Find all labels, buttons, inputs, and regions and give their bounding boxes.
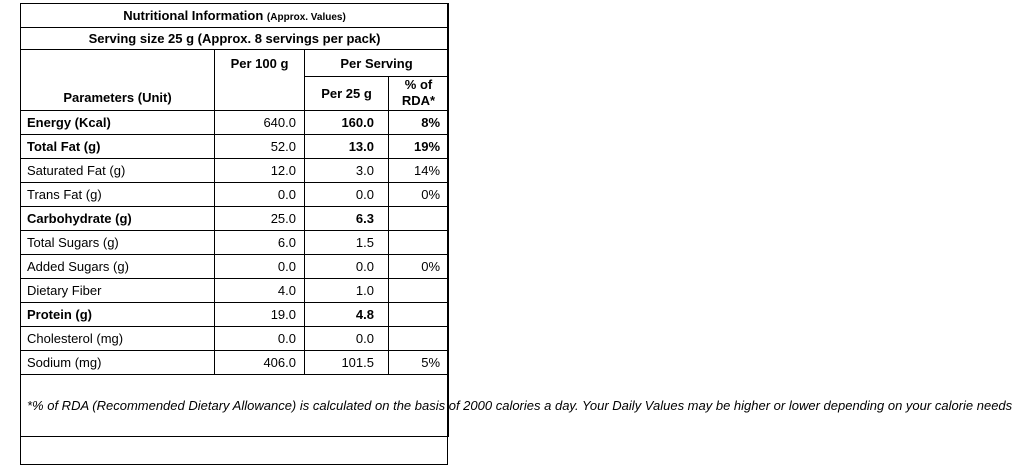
row-per-25g: 3.0 (305, 158, 389, 182)
table-row (21, 158, 449, 182)
row-rda (389, 278, 449, 302)
row-label: Trans Fat (g) (21, 182, 215, 206)
row-per-100g: 0.0 (215, 326, 305, 350)
table-row (21, 230, 449, 254)
column-header-per-serving: Per Serving (305, 50, 449, 77)
column-header-rda (389, 77, 449, 111)
row-label: Sodium (mg) (21, 350, 215, 374)
row-rda: 0% (389, 254, 449, 278)
row-per-100g: 12.0 (215, 158, 305, 182)
serving-row (21, 28, 449, 50)
column-header-per-25g: Per 25 g (305, 77, 389, 111)
row-label: Energy (Kcal) (21, 110, 215, 134)
row-per-100g: 0.0 (215, 254, 305, 278)
row-per-100g: 6.0 (215, 230, 305, 254)
nutrition-table (20, 3, 1012, 437)
row-rda: 19% (389, 134, 449, 158)
column-header-per-100g: Per 100 g (215, 50, 305, 111)
row-per-100g: 0.0 (215, 182, 305, 206)
row-label: Total Sugars (g) (21, 230, 215, 254)
footnote: *% of RDA (Recommended Dietary Allowance) is calculated on the basis of 2000 calories a day. Your Daily Values may be higher or lower depending on your calorie needs (21, 374, 449, 436)
column-header-parameters: Parameters (Unit) (21, 50, 215, 111)
row-label: Cholesterol (mg) (21, 326, 215, 350)
column-header-row-1 (21, 50, 449, 77)
row-label: Carbohydrate (g) (21, 206, 215, 230)
row-per-100g: 4.0 (215, 278, 305, 302)
table-title (21, 4, 449, 28)
row-label: Saturated Fat (g) (21, 158, 215, 182)
rda-header-line-1: % of (404, 77, 433, 92)
row-per-25g: 1.5 (305, 230, 389, 254)
row-per-25g: 13.0 (305, 134, 389, 158)
row-rda (389, 326, 449, 350)
table-row (21, 134, 449, 158)
title-note: (Approx. Values) (266, 11, 346, 23)
row-rda (389, 206, 449, 230)
table-row (21, 278, 449, 302)
rda-header-line-2: RDA* (401, 93, 436, 109)
row-per-100g: 19.0 (215, 302, 305, 326)
table-row (21, 182, 449, 206)
title-row (21, 4, 449, 28)
row-per-100g: 640.0 (215, 110, 305, 134)
row-per-25g: 6.3 (305, 206, 389, 230)
row-per-25g: 160.0 (305, 110, 389, 134)
row-rda: 14% (389, 158, 449, 182)
footnote-row (21, 374, 449, 436)
row-per-25g: 0.0 (305, 254, 389, 278)
row-per-100g: 52.0 (215, 134, 305, 158)
table-row (21, 254, 449, 278)
row-per-25g: 1.0 (305, 278, 389, 302)
row-rda: 0% (389, 182, 449, 206)
row-per-25g: 0.0 (305, 326, 389, 350)
serving-size: Serving size 25 g (Approx. 8 servings per pack) (21, 28, 449, 50)
row-label: Dietary Fiber (21, 278, 215, 302)
row-rda (389, 302, 449, 326)
row-label: Total Fat (g) (21, 134, 215, 158)
title-text: Nutritional Information (123, 7, 264, 23)
row-rda (389, 230, 449, 254)
table-row (21, 206, 449, 230)
table-row (21, 350, 449, 374)
row-per-25g: 4.8 (305, 302, 389, 326)
row-rda: 8% (389, 110, 449, 134)
row-per-100g: 25.0 (215, 206, 305, 230)
row-label: Added Sugars (g) (21, 254, 215, 278)
row-per-25g: 0.0 (305, 182, 389, 206)
row-label: Protein (g) (21, 302, 215, 326)
table-row (21, 302, 449, 326)
table-row (21, 110, 449, 134)
row-per-25g: 101.5 (305, 350, 389, 374)
row-per-100g: 406.0 (215, 350, 305, 374)
row-rda: 5% (389, 350, 449, 374)
table-row (21, 326, 449, 350)
